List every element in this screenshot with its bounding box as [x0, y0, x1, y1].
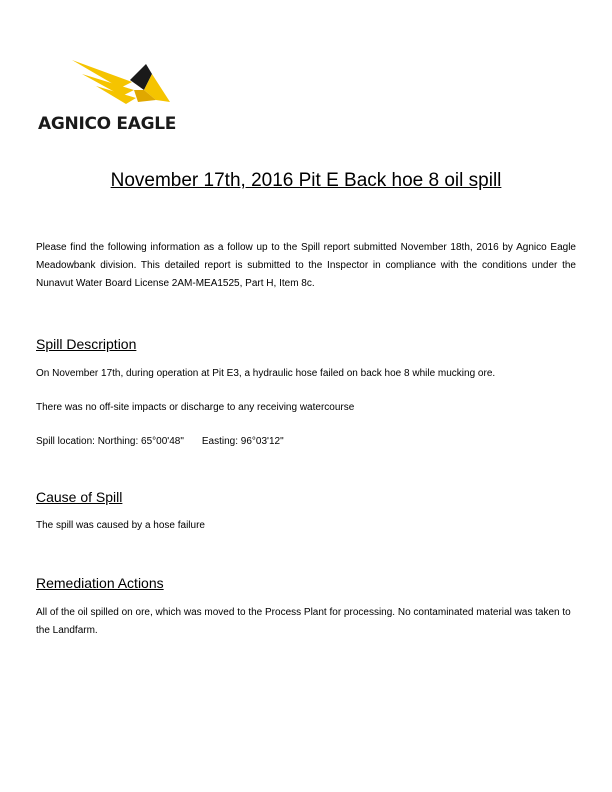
spill-location-line: [36, 436, 284, 447]
eagle-logo-icon: [72, 60, 180, 106]
remediation-heading: Remediation Actions: [36, 575, 164, 591]
cause-text: The spill was caused by a hose failure: [36, 520, 205, 531]
company-name: AGNICO EAGLE: [38, 114, 177, 134]
spill-description-heading: Spill Description: [36, 336, 137, 352]
remediation-text: All of the oil spilled on ore, which was moved to the Process Plant for processing. No contaminated material was taken to the Landfarm.: [36, 607, 571, 636]
company-logo: [36, 60, 196, 136]
intro-paragraph: Please find the following information as a follow up to the Spill report submitted November 18th, 2016 by Agnico Eagle Meadowbank division. This detailed report is submitted to the Inspector in compliance with the conditions under the Nunavut Water Board License 2AM-MEA1525, Part H, Item 8c.: [36, 242, 576, 289]
spill-description-line: On November 17th, during operation at Pit E3, a hydraulic hose failed on back hoe 8 while mucking ore.: [36, 368, 496, 379]
offsite-impact-line: There was no off-site impacts or discharge to any receiving watercourse: [36, 402, 355, 413]
cause-heading: Cause of Spill: [36, 489, 123, 505]
northing-value: Spill location: Northing: 65°00'48": [36, 436, 184, 447]
page-title: November 17th, 2016 Pit E Back hoe 8 oil spill: [110, 170, 502, 191]
easting-value: Easting: 96°03'12": [201, 436, 284, 447]
